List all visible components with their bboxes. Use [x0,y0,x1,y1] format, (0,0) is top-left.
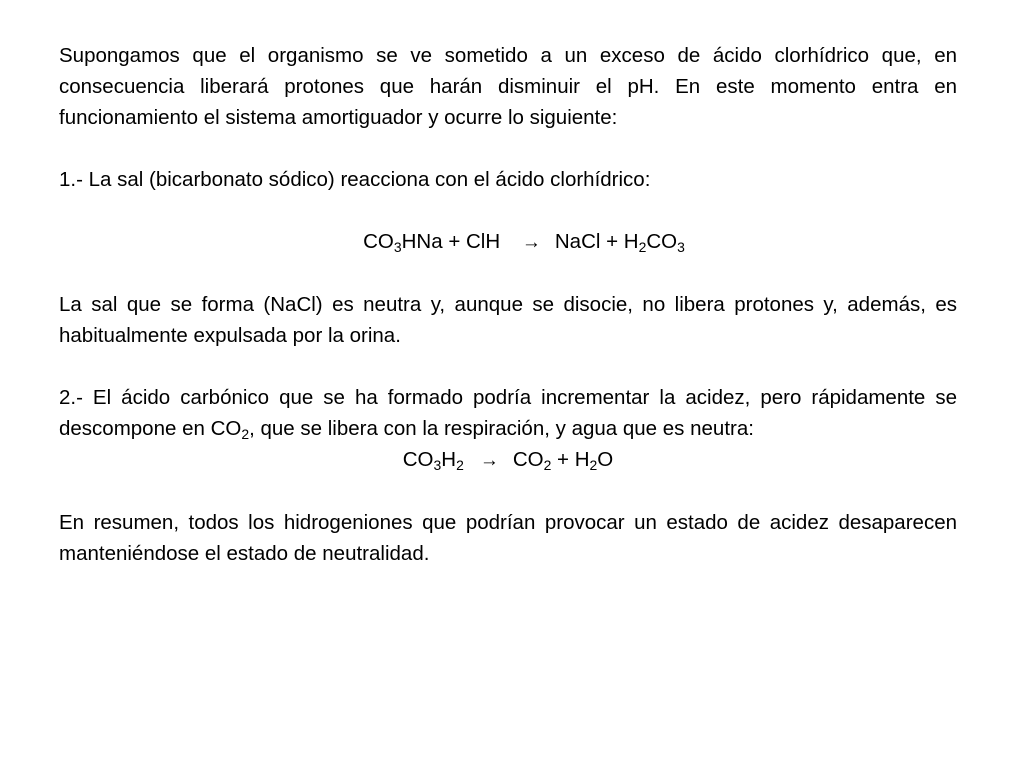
spacer [59,351,957,382]
eq2-product-co: CO [512,448,544,471]
eq2-product-h: + H [551,448,590,471]
spacer [59,476,957,507]
arrow-right-icon: → [521,232,541,253]
spacer [59,258,957,289]
eq2-reactant-h: H [441,448,457,471]
step2-text-after: , que se libera con la respiración, y agua que es neutra: [249,417,754,440]
eq2-sub-2b: 2 [543,456,552,473]
eq2-product-o: O [597,448,614,471]
summary-paragraph: En resumen, todos los hidrogeniones que podrían provocar un estado de acidez desaparecen manteniéndose el estado de neutralidad. [59,511,957,565]
equation-neutralization [59,226,957,258]
eq1-reactant-co: CO [363,230,394,253]
eq1-product-nacl: NaCl + H [554,230,639,253]
equation-decomposition [59,444,957,476]
equation-neutralization-body [363,230,685,253]
slide-content [59,40,957,569]
eq2-sub-2c: 2 [589,456,598,473]
step1-paragraph: 1.- La sal (bicarbonato sódico) reacciona con el ácido clorhídrico: [59,168,651,191]
eq2-sub-2a: 2 [456,456,464,473]
intro-paragraph: Supongamos que el organismo se ve sometido a un exceso de ácido clorhídrico que, en consecuencia liberará protones que harán disminuir el pH. En este momento entra en funcionamiento el sistema amortiguador y ocurre lo siguiente: [59,44,957,129]
eq1-product-co: CO [646,230,678,253]
eq1-sub-3: 3 [393,238,402,255]
arrow-right-icon: → [479,450,499,471]
eq1-sub-3b: 3 [677,238,685,255]
eq2-reactant-co: CO [402,448,434,471]
step2-paragraph [59,382,957,444]
eq1-plus-clh: + ClH [442,230,506,253]
step2-text-before: 2.- El ácido carbónico que se ha formado podría incrementar la acidez, pero rápidamente se descompone en CO [59,386,957,440]
eq2-sub-3: 3 [433,456,442,473]
spacer [59,195,957,226]
eq1-reactant-hna: HNa [401,230,443,253]
spacer [59,133,957,164]
salt-paragraph: La sal que se forma (NaCl) es neutra y, aunque se disocie, no libera protones y, además, es habitualmente expulsada por la orina. [59,293,957,347]
step2-sub-2: 2 [241,425,250,442]
eq1-sub-2: 2 [638,238,647,255]
